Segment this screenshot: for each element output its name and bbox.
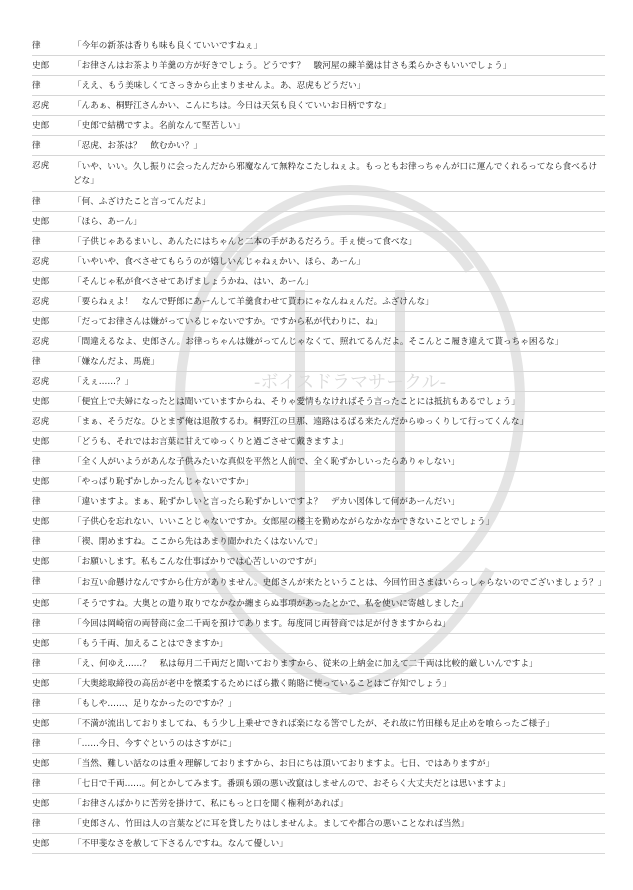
script-line — [32, 472, 605, 492]
dialogue-text: 「そんじゃ私が食べさせてあげましょうかね、はい、あーん」 — [73, 277, 314, 287]
script-line — [32, 774, 605, 794]
dialogue-text: 「要らねぇよ！ なんで野郎にあーんして羊羹食わせて貰わにゃなんねぇんだ。ふざけんな」 — [73, 297, 434, 307]
speaker-name: 忍虎 — [32, 417, 50, 427]
script-line — [32, 594, 605, 614]
script-line — [32, 392, 605, 412]
speaker-name: 律 — [32, 81, 41, 91]
script-line — [32, 56, 605, 76]
dialogue-text: 「ほら、あーん」 — [73, 217, 142, 227]
script-line — [32, 452, 605, 472]
dialogue-text: 「子供じゃあるまいし、あんたにはちゃんと二本の手があるだろう。手ぇ使って食べな」 — [73, 237, 417, 247]
watermark-text: -ボイスドラマサークル- — [253, 372, 447, 393]
dialogue-text: 「そうですね。大奥との遣り取りでなかなか纏まらぬ事項があったとかで、私を使いに寄越しました」 — [73, 599, 469, 609]
dialogue-text: 「だってお律さんは嫌がっているじゃないですか。ですから私が代わりに、ね」 — [73, 317, 383, 327]
script-line — [32, 272, 605, 292]
speaker-name: 史郎 — [32, 599, 50, 609]
dialogue-text: 「まぁ、そうだな。ひとまず俺は退散するわ。桐野江の旦那、遠路はるばる来たんだからゆっくりして行ってくんな」 — [73, 417, 529, 427]
speaker-name: 史郎 — [32, 759, 50, 769]
script-line — [32, 96, 605, 116]
dialogue-text: 「やっぱり恥ずかしかったんじゃないですか」 — [73, 477, 254, 487]
speaker-name: 律 — [32, 141, 41, 151]
dialogue-text: 「もう千両、加えることはできますか」 — [73, 639, 228, 649]
script-line — [32, 332, 605, 352]
dialogue-text: 「お願いします。私もこんな仕事ばかりでは心苦しいのですが」 — [73, 557, 322, 567]
speaker-name: 史郎 — [32, 217, 50, 227]
script-line — [32, 734, 605, 754]
script-line — [32, 412, 605, 432]
script-line — [32, 492, 605, 512]
dialogue-text: 「どうも、それではお言葉に甘えてゆっくりと過ごさせて戴きますよ」 — [73, 437, 348, 447]
speaker-name: 律 — [32, 497, 41, 507]
script-line — [32, 292, 605, 312]
script-line — [32, 654, 605, 674]
dialogue-text: 「忍虎、お茶は？ 飲むかい？」 — [73, 141, 202, 151]
dialogue-text: 「禊、閉めますね。ここから先はあまり聞かれたくはないんで」 — [73, 537, 323, 547]
dialogue-text: 「史郎で結構ですよ。名前なんて堅苦しい」 — [73, 121, 245, 131]
speaker-name: 忍虎 — [32, 101, 50, 111]
script-line — [32, 834, 605, 854]
dialogue-text: 「子供心を忘れない、いいことじゃないですか。女郎屋の楼主を勤めながらなかなかできないことでしょう」 — [73, 517, 495, 527]
script-line — [32, 212, 605, 232]
speaker-name: 律 — [32, 577, 41, 587]
dialogue-text: 「えぇ……？」 — [73, 377, 134, 387]
speaker-name: 忍虎 — [32, 377, 50, 387]
script-line — [32, 76, 605, 96]
speaker-name: 忍虎 — [32, 337, 50, 347]
script-line — [32, 614, 605, 634]
speaker-name: 史郎 — [32, 639, 50, 649]
script-line — [32, 116, 605, 136]
dialogue-text: 「違いますよ。まぁ、恥ずかしいと言ったら恥ずかしいですよ？ デカい図体して何があーんだい」 — [73, 497, 460, 507]
dialogue-text: 「何、ふざけたこと言ってんだよ」 — [73, 197, 211, 207]
speaker-name: 律 — [32, 739, 41, 749]
script-line — [32, 192, 605, 212]
speaker-name: 忍虎 — [32, 297, 50, 307]
script-line — [32, 794, 605, 814]
dialogue-text: 「不甲斐なさを赦して下さるんですね。なんて優しい」 — [73, 839, 288, 849]
script-line — [32, 136, 605, 156]
script-line — [32, 714, 605, 734]
script-line — [32, 754, 605, 774]
script-line — [32, 532, 605, 552]
speaker-name: 史郎 — [32, 477, 50, 487]
dialogue-text: 「お互い命懸けなんですから仕方がありません。史郎さんが来たということは、今回竹田さまはいらっしゃらないのでございましょう？」 — [73, 578, 607, 588]
script-line — [32, 552, 605, 572]
script-line — [32, 814, 605, 834]
speaker-name: 史郎 — [32, 517, 50, 527]
speaker-name: 律 — [32, 537, 41, 547]
dialogue-text: 「嫌なんだよ、馬鹿」 — [73, 357, 159, 367]
script-line — [32, 694, 605, 714]
dialogue-text: 「間違えるなよ、史郎さん。お律っちゃんは嫌がってんじゃなくて、照れてるんだよ。そこんとこ履き違えて貰っちゃ困るな」 — [73, 337, 564, 347]
dialogue-text: 「全く人がいようがあんな子供みたいな真似を平然と人前で、全く恥ずかしいったらありゃしない」 — [73, 457, 460, 467]
dialogue-text: 「不満が流出しておりましてね、もう少し上乗せできれば楽になる筈でしたが、それ故に竹田様も足止めを喰らったご様子」 — [73, 719, 555, 729]
dialogue-text: 「当然、難しい話なのは重々理解しておりますから、お日にちは頂いておりますよ。七日、ではありますが」 — [73, 759, 495, 769]
script-line — [32, 432, 605, 452]
speaker-name: 史郎 — [32, 557, 50, 567]
script-line — [32, 512, 605, 532]
script-body — [0, 36, 633, 854]
script-line — [32, 252, 605, 272]
script-line — [32, 36, 605, 56]
script-line — [32, 634, 605, 654]
dialogue-text: 「お律さんばかりに苦労を掛けて、私にもっと口を聞く権利があれば」 — [73, 799, 348, 809]
script-line — [32, 674, 605, 694]
script-line — [32, 352, 605, 372]
speaker-name: 史郎 — [32, 839, 50, 849]
dialogue-text: 「七日で千両……。何とかしてみます。番頭も頭の悪い改竄はしませんので、おそらく大丈夫だとは思いますよ」 — [73, 779, 511, 789]
dialogue-text: 「いや、いい。久し振りに会ったんだから邪魔なんて無粋なこたしねぇよ。もっともお律っちゃんが口に運んでくれるってなら食べるけどな」 — [73, 162, 598, 186]
speaker-name: 律 — [32, 659, 41, 669]
speaker-name: 史郎 — [32, 397, 50, 407]
speaker-name: 史郎 — [32, 799, 50, 809]
speaker-name: 律 — [32, 779, 41, 789]
dialogue-text: 「大奥総取締役の高岳が老中を懐柔するためにばら撒く賄賂に使っていることはご存知でしょう」 — [73, 679, 452, 689]
dialogue-text: 「え、何ゆえ……？ 私は毎月二千両だと聞いておりますから、従来の上納金に加えて二千両は比較的厳しいんですよ」 — [73, 659, 538, 669]
dialogue-text: 「いやいや、食べさせてもらうのが嬉しいんじゃねぇかい、ほら、あーん」 — [73, 257, 366, 267]
speaker-name: 律 — [32, 237, 41, 247]
speaker-name: 史郎 — [32, 277, 50, 287]
script-line — [32, 572, 605, 594]
speaker-name: 律 — [32, 197, 41, 207]
speaker-name: 史郎 — [32, 719, 50, 729]
speaker-name: 忍虎 — [32, 161, 50, 171]
speaker-name: 律 — [32, 357, 41, 367]
script-line — [32, 372, 605, 392]
speaker-name: 律 — [32, 457, 41, 467]
dialogue-text: 「今年の新茶は香りも味も良くていいですねぇ」 — [73, 41, 263, 51]
speaker-name: 史郎 — [32, 437, 50, 447]
speaker-name: 律 — [32, 619, 41, 629]
dialogue-text: 「便宜上で夫婦になったとは聞いていますからね、そりゃ愛情もなければそう言ったことには抵抗もあるでしょう」 — [73, 397, 520, 407]
speaker-name: 律 — [32, 819, 41, 829]
dialogue-text: 「もしや……、足りなかったのですか？」 — [73, 699, 237, 709]
speaker-name: 律 — [32, 41, 41, 51]
speaker-name: 忍虎 — [32, 257, 50, 267]
dialogue-text: 「ええ、もう美味しくてさっきから止まりませんよ。あ、忍虎もどうだい」 — [73, 81, 366, 91]
script-line — [32, 312, 605, 332]
script-line — [32, 232, 605, 252]
speaker-name: 史郎 — [32, 121, 50, 131]
dialogue-text: 「今回は岡崎宿の両替商に金二千両を預けてあります。毎度同じ両替商では足が付きますからね」 — [73, 619, 451, 629]
dialogue-text: 「お律さんはお茶より羊羹の方が好きでしょう。どうです？ 駿河屋の練羊羹は甘さも柔らかさもいいでしょう」 — [73, 61, 512, 71]
speaker-name: 史郎 — [32, 679, 50, 689]
dialogue-text: 「んあぁ、桐野江さんかい、こんにちは。今日は天気も良くていいお日柄ですな」 — [73, 101, 391, 111]
speaker-name: 史郎 — [32, 317, 50, 327]
dialogue-text: 「……今日、今すぐというのはさすがに」 — [73, 739, 237, 749]
speaker-name: 史郎 — [32, 61, 50, 71]
script-line — [32, 156, 605, 192]
dialogue-text: 「史郎さん、竹田は人の言葉などに耳を貸したりはしませんよ。ましてや都合の悪いことなれば当然」 — [73, 819, 469, 829]
speaker-name: 律 — [32, 699, 41, 709]
